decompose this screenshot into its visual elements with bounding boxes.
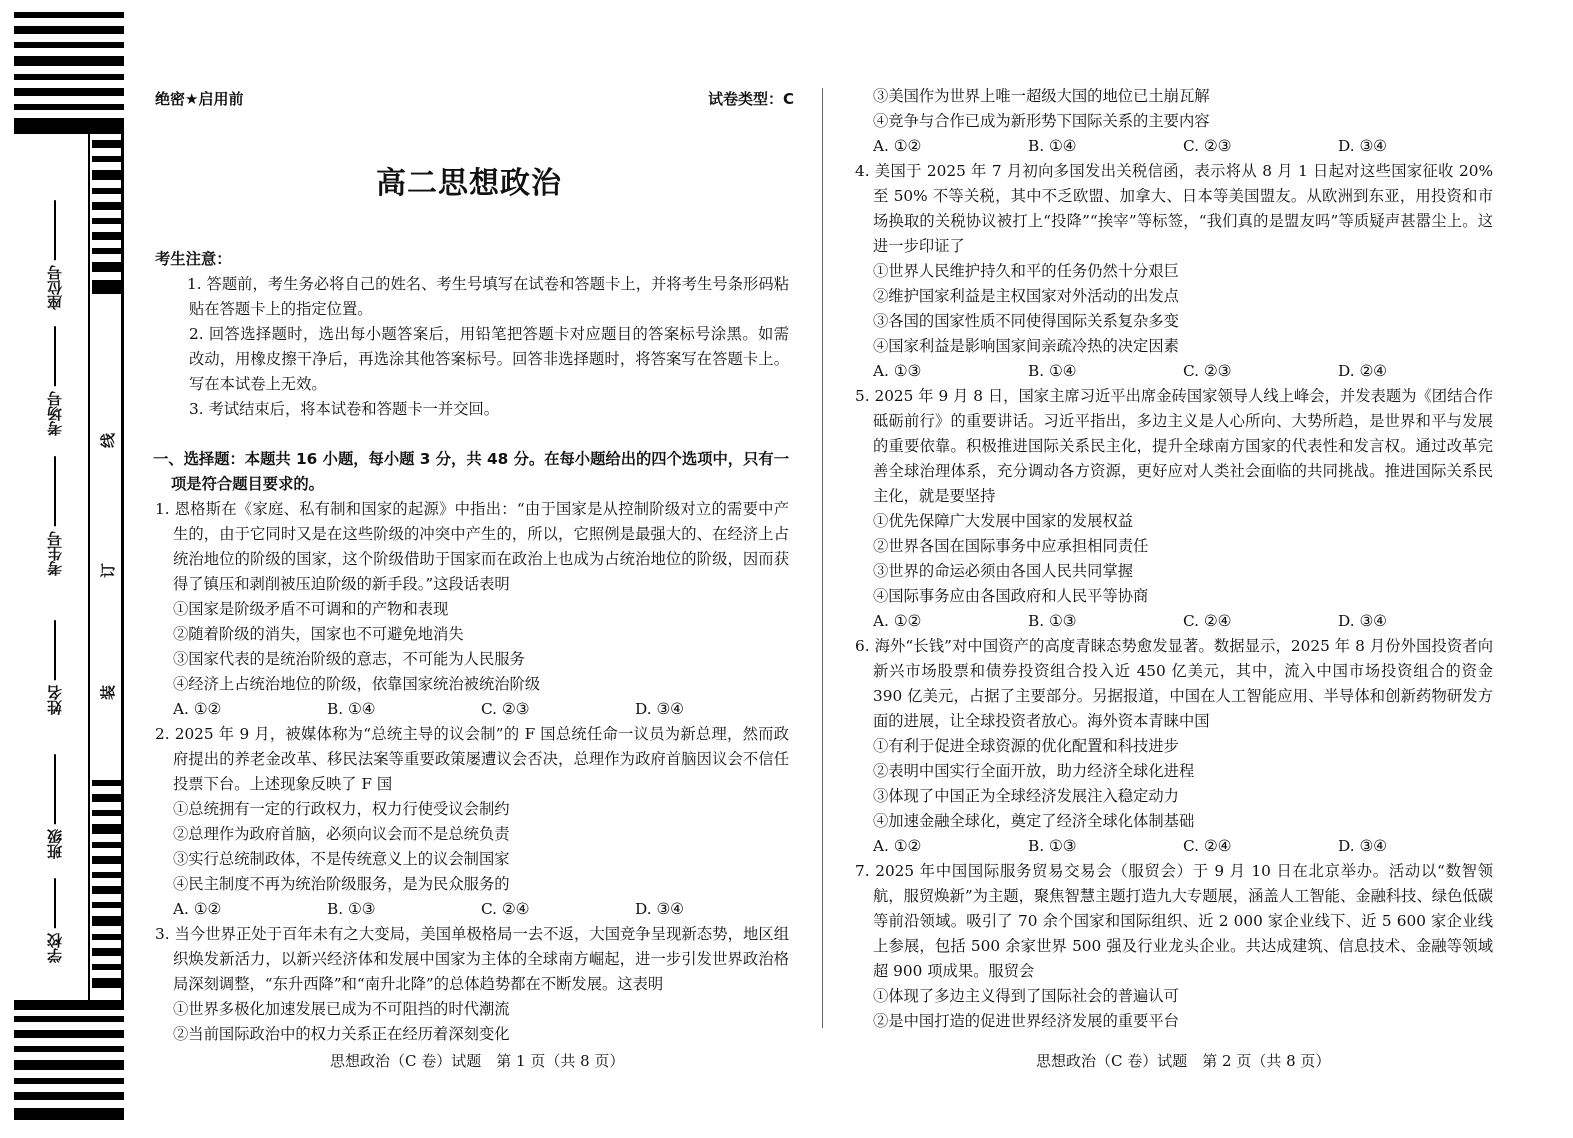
class-field[interactable] — [44, 754, 65, 859]
option-c[interactable]: C. ②③ — [1183, 362, 1232, 380]
statement-item: ③各国的国家性质不同使得国际关系复杂多变 — [873, 312, 1179, 330]
option-a[interactable]: A. ①② — [873, 837, 922, 855]
statement-item: ①世界多极化加速发展已成为不可阻挡的时代潮流 — [173, 1000, 510, 1018]
barcode-bar — [14, 104, 124, 110]
question-stem: 6. 海外“长钱”对中国资产的高度青睐态势愈发显著。数据显示，2025 年 8 月份外国投资者向新兴市场股票和债券投资组合投入近 450 亿美元，其中，流入中国市场投资组合的资金 390 亿美元，占据了主要部分。另据报道，中国在人工智能应用、半导体和创新药物研发方面的进展，让全球投资者放心。海外资本青睐中国 — [855, 637, 1493, 730]
answer-options — [155, 697, 789, 722]
question-stem: 3. 当今世界正处于百年未有之大变局，美国单极格局一去不返，大国竞争呈现新态势，地区组织焕发新活力，以新兴经济体和发展中国家为主体的全球南方崛起，进一步引发世界政治格局深刻调整，“东升西降”和“南升北降”的总体趋势都在不断发展。这表明 — [155, 925, 789, 993]
barcode-bar — [14, 1030, 124, 1038]
barcode-bar — [14, 56, 124, 66]
barcode-bar — [92, 780, 122, 786]
barcode-bar — [92, 886, 122, 894]
statement-item: ③体现了中国正为全球经济发展注入稳定动力 — [873, 787, 1179, 805]
statement-item: ④经济上占统治地位的阶级，依靠国家统治被统治阶级 — [173, 675, 541, 693]
statement-item: ①世界人民维护持久和平的任务仍然十分艰巨 — [873, 262, 1179, 280]
barcode-bar — [92, 170, 122, 180]
option-b[interactable]: B. ①③ — [1028, 837, 1077, 855]
name-field[interactable] — [44, 620, 65, 715]
field-label: 座位号 — [46, 265, 64, 311]
option-a[interactable]: A. ①② — [173, 900, 222, 918]
field-line — [54, 620, 55, 680]
barcode-bar — [14, 26, 124, 34]
option-a[interactable]: A. ①② — [873, 137, 922, 155]
barcode-bar — [14, 1000, 124, 1010]
barcode-bar — [92, 202, 122, 210]
candidate-number-field[interactable] — [44, 456, 65, 576]
right-column — [855, 84, 1493, 1034]
field-line — [54, 754, 55, 824]
statement-item: ③国家代表的是统治阶级的意志，不可能为人民服务 — [173, 650, 525, 668]
barcode-bar — [92, 872, 122, 878]
option-b[interactable]: B. ①④ — [327, 700, 376, 718]
option-b[interactable]: B. ①③ — [327, 900, 376, 918]
option-b[interactable]: B. ①④ — [1028, 137, 1077, 155]
option-c[interactable]: C. ②③ — [1183, 137, 1232, 155]
paper-type: 试卷类型：C — [708, 90, 795, 108]
barcode-bar — [14, 1016, 124, 1022]
statement-item: ①国家是阶级矛盾不可调和的产物和表现 — [173, 600, 449, 618]
statement-item: ①体现了多边主义得到了国际社会的普遍认可 — [873, 987, 1179, 1005]
barcode-bar — [92, 262, 122, 272]
barcode-bar — [14, 1046, 124, 1052]
notice-item: 3. 考试结束后，将本试卷和答题卡一并交回。 — [189, 400, 500, 418]
field-label: 班级 — [46, 829, 64, 860]
barcode-bar — [92, 156, 122, 162]
statement-item: ④国家利益是影响国家间亲疏冷热的决定因素 — [873, 337, 1179, 355]
statement-item: ②是中国打造的促进世界经济发展的重要平台 — [873, 1012, 1179, 1030]
question-stem: 2. 2025 年 9 月，被媒体称为“总统主导的议会制”的 F 国总统任命一议员为新总理，然而政府提出的养老金改革、移民法案等重要政策屡遭议会否决，总理作为政府首脑因议会不信任投票下台。上述现象反映了 F 国 — [155, 725, 789, 793]
question-stem: 1. 恩格斯在《家庭、私有制和国家的起源》中指出：“由于国家是从控制阶级对立的需要中产生的，由于它同时又是在这些阶级的冲突中产生的，所以，它照例是最强大的、在经济上占统治地位的阶级的国家，这个阶级借助于国家而在政治上也成为占统治地位的阶级，因而获得了镇压和剥削被压迫阶级的新手段。”这段话表明 — [155, 500, 789, 593]
barcode-bar — [14, 42, 124, 48]
field-label: 考生号 — [46, 531, 64, 577]
binding-strip — [0, 0, 135, 1138]
barcode-bar — [92, 964, 122, 970]
option-b[interactable]: B. ①③ — [1028, 612, 1077, 630]
cut-mark-bind: 订 — [99, 562, 118, 579]
barcode-bar — [92, 934, 122, 940]
section-title: 一、选择题：本题共 16 小题，每小题 3 分，共 48 分。在每小题给出的四个选项中，只有一项是符合题目要求的。 — [153, 450, 789, 493]
barcode-bar — [14, 118, 124, 134]
cut-mark-line: 线 — [99, 432, 118, 449]
notice-item: 2. 回答选择题时，选出每小题答案后，用铅笔把答题卡对应题目的答案标号涂黑。如需改动，用橡皮擦干净后，再选涂其他答案标号。回答非选择题时，将答案写在答题卡上。写在本试卷上无效。 — [189, 325, 789, 393]
barcode-bar — [92, 948, 122, 956]
statement-item: ④国际事务应由各国政府和人民平等协商 — [873, 587, 1149, 605]
option-a[interactable]: A. ①② — [873, 612, 922, 630]
option-d[interactable]: D. ③④ — [635, 900, 684, 918]
statement-item: ③实行总统制政体，不是传统意义上的议会制国家 — [173, 850, 510, 868]
option-c[interactable]: C. ②③ — [481, 700, 530, 718]
statement-item: ②表明中国实行全面开放，助力经济全球化进程 — [873, 762, 1195, 780]
statement-item: ①优先保障广大发展中国家的发展权益 — [873, 512, 1134, 530]
barcode-bar — [92, 856, 122, 864]
left-column — [155, 247, 789, 1047]
answer-options — [855, 359, 1493, 384]
field-line — [54, 878, 55, 928]
statement-item: ②维护国家利益是主权国家对外活动的出发点 — [873, 287, 1179, 305]
field-line — [54, 326, 55, 386]
barcode-bar — [14, 12, 124, 18]
option-d[interactable]: D. ②④ — [1338, 362, 1387, 380]
statement-item: ④加速金融全球化，奠定了经济全球化体制基础 — [873, 812, 1195, 830]
barcode-bar — [92, 842, 122, 848]
option-a[interactable]: A. ①② — [173, 700, 222, 718]
barcode-bar — [14, 1108, 124, 1120]
option-a[interactable]: A. ①③ — [873, 362, 922, 380]
cut-mark-fold: 装 — [99, 684, 118, 701]
question-stem: 4. 美国于 2025 年 7 月初向多国发出关税信函，表示将从 8 月 1 日起对这些国家征收 20% 至 50% 不等关税，其中不乏欧盟、加拿大、日本等美国盟友。从欧洲到东亚，用投资和市场换取的关税协议被打上“投降”“挨宰”等标签，“我们真的是盟友吗”等质疑声甚嚣尘上。这进一步印证了 — [855, 162, 1493, 255]
statement-item: ③美国作为世界上唯一超级大国的地位已土崩瓦解 — [873, 87, 1210, 105]
barcode-bar — [92, 140, 122, 148]
page-footer: 思想政治（C 卷）试题 第 2 页（共 8 页） — [1036, 1052, 1331, 1070]
barcode-bar — [92, 218, 122, 224]
option-d[interactable]: D. ③④ — [1338, 837, 1387, 855]
question-stem: 5. 2025 年 9 月 8 日，国家主席习近平出席金砖国家领导人线上峰会，并发表题为《团结合作砥砺前行》的重要讲话。习近平指出，多边主义是人心所向、大势所趋，是世界和平与发展的重要依靠。积极推进国际关系民主化，提升全球南方国家的代表性和发言权。通过改革完善全球治理体系，充分调动各方资源，更好应对人类社会面临的共同挑战。推进国际关系民主化，就是要坚持 — [855, 387, 1493, 505]
page-title: 高二思想政治 — [376, 166, 562, 201]
notice-item: 1. 答题前，考生务必将自己的姓名、考生号填写在试卷和答题卡上，并将考生号条形码粘贴在答题卡上的指定位置。 — [187, 275, 789, 318]
option-c[interactable]: C. ②④ — [1183, 612, 1232, 630]
barcode-bar — [14, 74, 124, 80]
exam-room-field[interactable] — [44, 326, 65, 436]
barcode-bar — [92, 232, 122, 240]
answer-options — [855, 609, 1493, 634]
question-stem: 7. 2025 年中国国际服务贸易交易会（服贸会）于 9 月 10 日在北京举办。活动以“数智领航，服贸焕新”为主题，聚焦智慧主题打造九大专题展，涵盖人工智能、金融科技、绿色低碳等前沿领域。吸引了 70 余个国家和国际组织、近 2 000 家企业线下、近 5 600 家企业线上参展，包括 500 余家世界 500 强及行业龙头企业。共达成建筑、信息技术、金融等领域超 900 项成果。服贸会 — [855, 862, 1493, 980]
statement-item: ④民主制度不再为统治阶级服务，是为民众服务的 — [173, 875, 510, 893]
column-divider — [822, 88, 823, 1028]
statement-item: ①总统拥有一定的行政权力，权力行使受议会制约 — [173, 800, 510, 818]
answer-options — [855, 134, 1493, 159]
barcode-bar — [92, 916, 122, 926]
seat-number-field[interactable] — [44, 200, 65, 310]
option-b[interactable]: B. ①④ — [1028, 362, 1077, 380]
barcode-bar — [14, 1078, 124, 1084]
field-line — [54, 200, 55, 260]
barcode-bar — [14, 88, 124, 96]
barcode-bar — [92, 902, 122, 908]
barcode-bar — [14, 1092, 124, 1100]
statement-item: ②总理作为政府首脑，必须向议会而不是总统负责 — [173, 825, 510, 843]
statement-item: ②当前国际政治中的权力关系正在经历着深刻变化 — [173, 1025, 510, 1043]
notice-title: 考生注意： — [155, 250, 232, 268]
statement-item: ②世界各国在国际事务中应承担相同责任 — [873, 537, 1149, 555]
barcode-bar — [92, 280, 122, 294]
answer-options — [155, 897, 789, 922]
field-label: 姓名 — [46, 685, 64, 716]
field-label: 学校 — [46, 933, 64, 964]
option-c[interactable]: C. ②④ — [481, 900, 530, 918]
barcode-bar — [92, 794, 122, 802]
option-d[interactable]: D. ③④ — [1338, 137, 1387, 155]
option-d[interactable]: D. ③④ — [1338, 612, 1387, 630]
barcode-bar — [92, 188, 122, 194]
page-footer: 思想政治（C 卷）试题 第 1 页（共 8 页） — [330, 1052, 625, 1070]
option-c[interactable]: C. ②④ — [1183, 837, 1232, 855]
statement-item: ②随着阶级的消失，国家也不可避免地消失 — [173, 625, 464, 643]
barcode-bar — [92, 248, 122, 254]
secret-mark: 绝密★启用前 — [155, 90, 244, 108]
field-label: 考场号 — [46, 391, 64, 437]
barcode-bar — [14, 1060, 124, 1070]
option-d[interactable]: D. ③④ — [635, 700, 684, 718]
barcode-bar — [92, 810, 122, 816]
statement-item: ①有利于促进全球资源的优化配置和科技进步 — [873, 737, 1179, 755]
barcode-bar — [92, 978, 122, 988]
statement-item: ④竞争与合作已成为新形势下国际关系的主要内容 — [873, 112, 1210, 130]
school-field[interactable] — [44, 878, 65, 963]
statement-item: ③世界的命运必须由各国人民共同掌握 — [873, 562, 1134, 580]
barcode-bar — [92, 824, 122, 834]
answer-options — [855, 834, 1493, 859]
field-line — [54, 456, 55, 526]
